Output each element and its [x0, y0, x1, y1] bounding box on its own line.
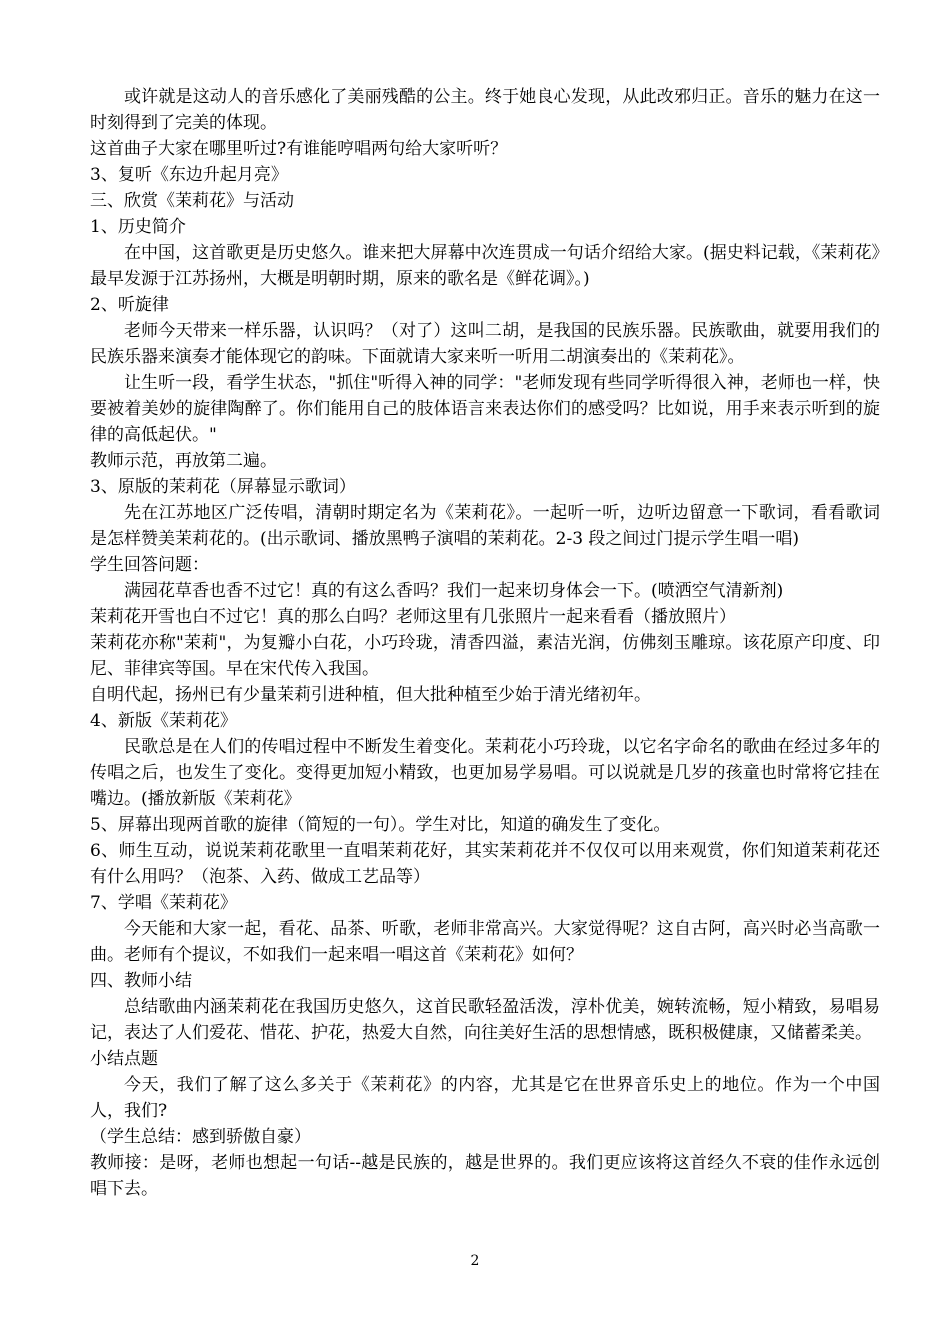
indented-paragraph: 民歌总是在人们的传唱过程中不断发生着变化。茉莉花小巧玲珑，以它名字命名的歌曲在经过多年的传唱之后，也发生了变化。变得更加短小精致，也更加易学易唱。可以说就是几岁的孩童也时常将它挂在嘴边。(播放新版《茉莉花》 [90, 737, 880, 809]
text-line: 学生回答问题： [90, 555, 209, 575]
page-number: 2 [470, 1253, 480, 1269]
text-line: 自明代起，扬州已有少量茉莉引进种植，但大批种植至少始于清光绪初年。 [90, 685, 651, 705]
indented-paragraph: 今天，我们了解了这么多关于《茉莉花》的内容，尤其是它在世界音乐史上的地位。作为一个中国人，我们? [90, 1075, 880, 1121]
indented-paragraph: 今天能和大家一起，看花、品茶、听歌，老师非常高兴。大家觉得呢？这自古阿，高兴时必当高歌一曲。老师有个提议，不如我们一起来唱一唱这首《茉莉花》如何？ [90, 919, 880, 965]
text-line: 5、屏幕出现两首歌的旋律（简短的一句）。学生对比，知道的确发生了变化。 [90, 815, 671, 835]
paragraph: 6、师生互动，说说茉莉花歌里一直唱茉莉花好，其实茉莉花并不仅仅可以用来观赏，你们知道茉莉花还有什么用吗？（泡茶、入药、做成工艺品等） [90, 841, 880, 887]
document-body [90, 84, 880, 1202]
indented-paragraph: 满园花草香也香不过它！真的有这么香吗？我们一起来切身体会一下。(喷洒空气清新剂) [124, 581, 784, 601]
text-line: 7、学唱《茉莉花》 [90, 893, 237, 913]
paragraph: 教师接：是呀，老师也想起一句话--越是民族的，越是世界的。我们更应该将这首经久不衰的佳作永远创唱下去。 [90, 1153, 880, 1199]
indented-paragraph: 在中国，这首歌更是历史悠久。谁来把大屏幕中次连贯成一句话介绍给大家。(据史料记载，《茉莉花》最早发源于江苏扬州，大概是明朝时期，原来的歌名是《鲜花调》。) [90, 243, 880, 289]
indented-paragraph: 总结歌曲内涵茉莉花在我国历史悠久，这首民歌轻盈活泼，淳朴优美，婉转流畅，短小精致，易唱易记，表达了人们爱花、惜花、护花，热爱大自然，向往美好生活的思想情感，既积极健康，又储蓄柔美。 [90, 997, 880, 1043]
text-line: 小结点题 [90, 1049, 158, 1069]
text-line: 茉莉花开雪也白不过它！真的那么白吗？老师这里有几张照片一起来看看（播放照片） [90, 607, 736, 627]
text-line: 四、教师小结 [90, 971, 192, 991]
indented-paragraph: 老师今天带来一样乐器，认识吗？（对了）这叫二胡，是我国的民族乐器。民族歌曲，就要用我们的民族乐器来演奏才能体现它的韵味。下面就请大家来听一听用二胡演奏出的《茉莉花》。 [90, 321, 880, 367]
text-line: （学生总结：感到骄傲自豪） [90, 1127, 311, 1147]
text-line: 这首曲子大家在哪里听过?有谁能哼唱两句给大家听听？ [90, 139, 508, 159]
indented-paragraph: 让生听一段，看学生状态，"抓住"听得入神的同学："老师发现有些同学听得很入神，老师也一样，快要被着美妙的旋律陶醉了。你们能用自己的肢体语言来表达你们的感受吗？比如说，用手来表示听到的旋律的高低起伏。" [90, 373, 880, 445]
text-line: 教师示范，再放第二遍。 [90, 451, 277, 471]
text-line: 4、新版《茉莉花》 [90, 711, 237, 731]
text-line: 1、历史简介 [90, 217, 186, 237]
paragraph: 茉莉花亦称"茉莉"，为复瓣小白花，小巧玲珑，清香四溢，素洁光润，仿佛刻玉雕琼。该花原产印度、印尼、菲律宾等国。早在宋代传入我国。 [90, 633, 880, 679]
text-line: 3、复听《东边升起月亮》 [90, 165, 288, 185]
text-line: 三、欣赏《茉莉花》与活动 [90, 191, 294, 211]
text-line: 3、原版的茉莉花（屏幕显示歌词） [90, 477, 356, 497]
indented-paragraph: 先在江苏地区广泛传唱，清朝时期定名为《茉莉花》。一起听一听，边听边留意一下歌词，看看歌词是怎样赞美茉莉花的。(出示歌词、播放黑鸭子演唱的茉莉花。2-3 段之间过门提示学生唱一唱) [90, 503, 880, 549]
text-line: 2、听旋律 [90, 295, 169, 315]
indented-paragraph: 或许就是这动人的音乐感化了美丽残酷的公主。终于她良心发现，从此改邪归正。音乐的魅力在这一时刻得到了完美的体现。 [90, 87, 880, 133]
